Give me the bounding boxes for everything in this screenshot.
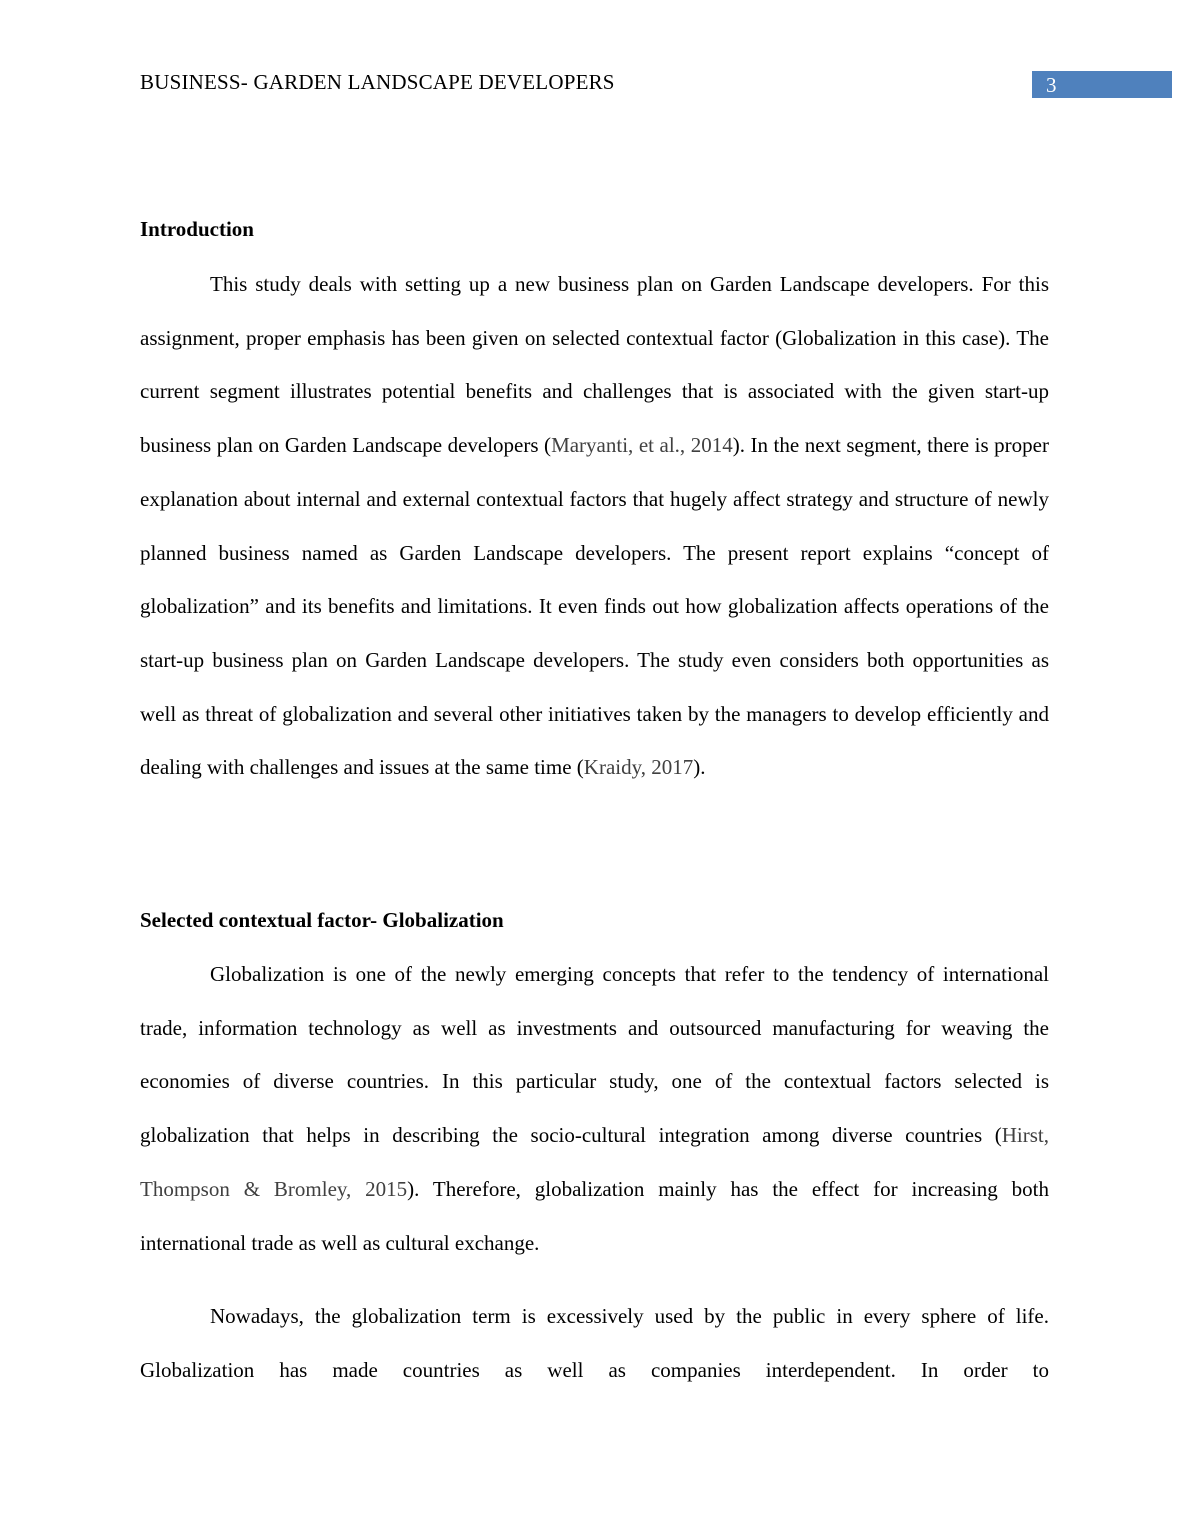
running-header-title: BUSINESS- GARDEN LANDSCAPE DEVELOPERS	[140, 70, 615, 94]
globalization-paragraph-1	[140, 948, 1049, 1270]
paragraph-text: Nowadays, the globalization term is excessively used by the public in every sphere of life. Globalization has made countries as well as companies interdependent. In order to	[140, 1304, 1049, 1382]
page-number: 3	[1046, 73, 1057, 97]
section-heading-introduction: Introduction	[140, 217, 254, 241]
paragraph-text: Globalization is one of the newly emerging concepts that refer to the tendency of international trade, information technology as well as investments and outsourced manufacturing for weaving the economies of diverse countries. In this particular study, one of the contextual factors selected is globalization that helps in describing the socio-cultural integration among diverse countries (	[140, 962, 1049, 1148]
paragraph-text: ). In the next segment, there is proper explanation about internal and external contextual factors that hugely affect strategy and structure of newly planned business named as Garden Landscape developers. The present report explains “concept of globalization” and its benefits and limitations. It even finds out how globalization affects operations of the start-up business plan on Garden Landscape developers. The study even considers both opportunities as well as threat of globalization and several other initiatives taken by the managers to develop efficiently and dealing with challenges and issues at the same time (	[140, 433, 1049, 780]
paragraph-text: ). Therefore, globalization mainly has the effect for increasing both international trade as well as cultural exchange.	[140, 1176, 1049, 1255]
page-number-box	[1032, 71, 1172, 98]
introduction-paragraph	[140, 258, 1049, 795]
paragraph-text: This study deals with setting up a new business plan on Garden Landscape developers. For this assignment, proper emphasis has been given on selected contextual factor (Globalization in this case). The current segment illustrates potential benefits and challenges that is associated with the given start-up business plan on Garden Landscape developers (	[140, 272, 1049, 458]
globalization-paragraph-2	[140, 1290, 1049, 1451]
citation: Kraidy, 2017	[583, 755, 694, 780]
paragraph-text: ).	[693, 755, 706, 780]
citation: Hirst, Thompson & Bromley, 2015	[140, 1123, 1049, 1201]
citation: Maryanti, et al., 2014	[551, 433, 733, 458]
section-heading-globalization: Selected contextual factor- Globalization	[140, 908, 504, 932]
